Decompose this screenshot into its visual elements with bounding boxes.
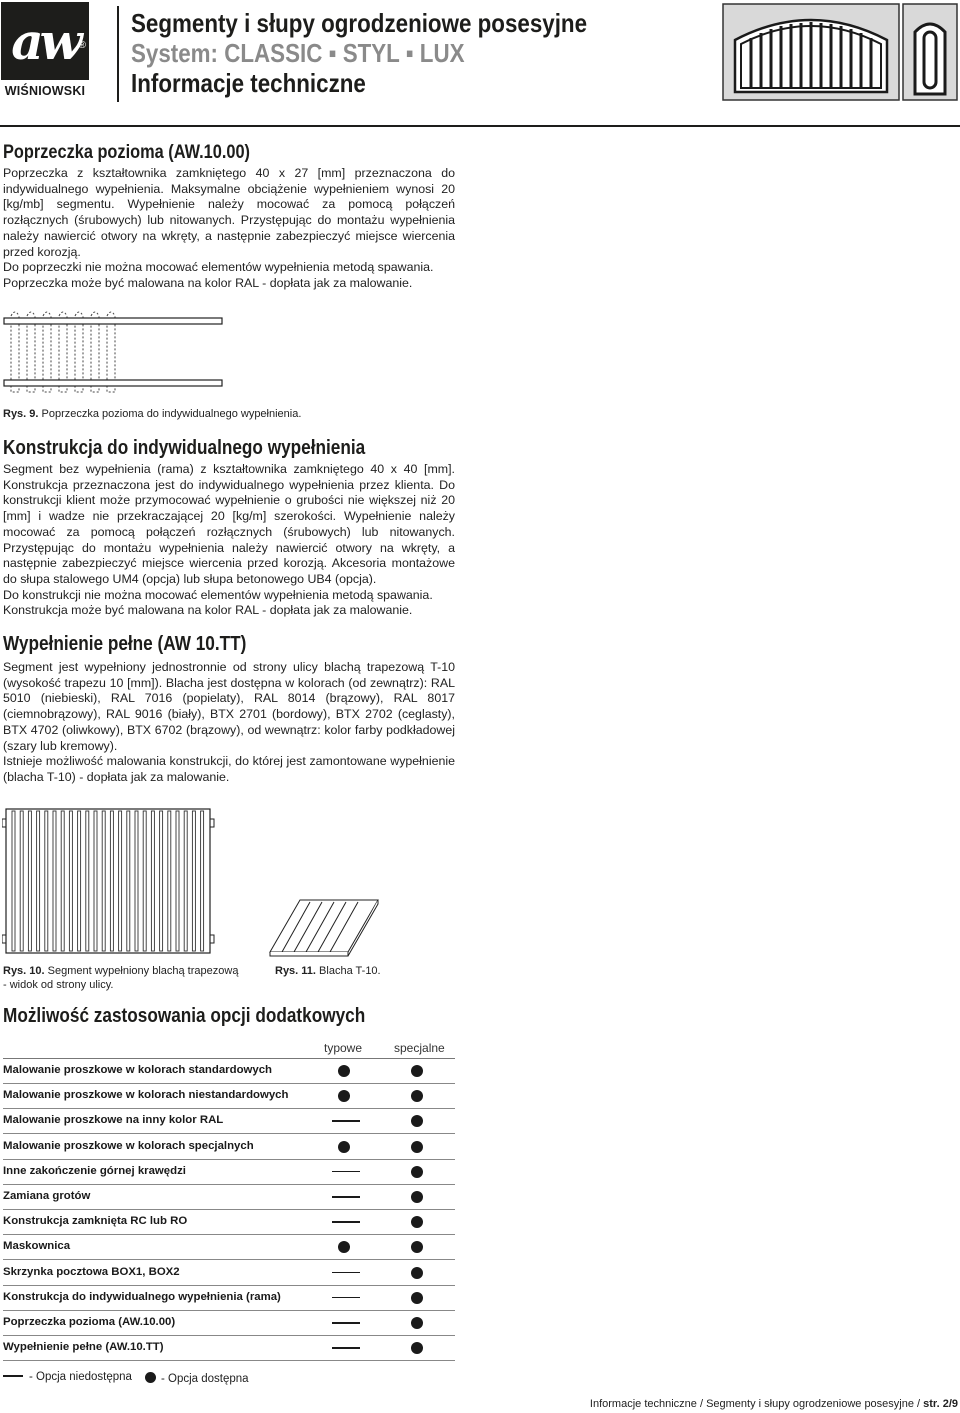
sheet-rib bbox=[201, 811, 204, 951]
available-dot-icon bbox=[411, 1191, 423, 1203]
available-dot-icon bbox=[411, 1241, 423, 1253]
sheet-rib bbox=[37, 811, 40, 951]
dot-icon bbox=[145, 1372, 156, 1383]
available-dot-icon bbox=[411, 1065, 423, 1077]
table-row bbox=[3, 1135, 455, 1160]
logo-mark bbox=[1, 2, 89, 80]
sheet-rib bbox=[102, 811, 105, 951]
available-dot-icon bbox=[411, 1317, 423, 1329]
table-row bbox=[3, 1059, 455, 1084]
unavailable-dash-icon bbox=[332, 1221, 360, 1223]
logo-aw-text: aw bbox=[11, 12, 79, 71]
paragraph: Do konstrukcji nie można mocować elementów wypełnienia metodą spawania. bbox=[3, 587, 433, 602]
legend-available bbox=[145, 1371, 249, 1385]
legend-unavailable-text: - Opcja niedostępna bbox=[29, 1371, 132, 1383]
sheet-rib bbox=[61, 811, 64, 951]
sheet-rib bbox=[53, 811, 56, 951]
paragraph: Poprzeczka może być malowana na kolor RAL - dopłata jak za malowanie. bbox=[3, 275, 413, 290]
figure-caption-11 bbox=[275, 965, 381, 979]
bottom-crossbar bbox=[4, 380, 222, 386]
page-title: Segmenty i słupy ogrodzeniowe posesyjne bbox=[131, 8, 588, 38]
unavailable-dash-icon bbox=[332, 1120, 360, 1122]
page-number: str. 2/9 bbox=[923, 1398, 958, 1410]
table-row bbox=[3, 1286, 455, 1311]
paragraph: Do poprzeczki nie można mocować elementów wypełnienia metodą spawania. bbox=[3, 260, 434, 275]
column-header-specjalne: specjalne bbox=[394, 1041, 445, 1055]
fence-post-icon bbox=[903, 4, 957, 100]
option-label: Maskownica bbox=[3, 1240, 71, 1253]
option-label: Wypełnienie pełne (AW.10.TT) bbox=[3, 1341, 164, 1354]
figure-label: Rys. 9. bbox=[3, 408, 39, 420]
option-label: Konstrukcja zamknięta RC lub RO bbox=[3, 1215, 188, 1228]
sheet-rib bbox=[143, 811, 146, 951]
available-dot-icon bbox=[411, 1342, 423, 1354]
t10-sheet-drawing bbox=[268, 896, 380, 958]
sheet-rib bbox=[176, 811, 179, 951]
sheet-rib bbox=[127, 811, 130, 951]
figure-description: Segment wypełniony blachą trapezową bbox=[47, 965, 239, 977]
legend-unavailable bbox=[3, 1371, 132, 1383]
sheet-rib bbox=[20, 811, 23, 951]
trapezoidal-sheet-ribs bbox=[12, 811, 204, 951]
sheet-rib bbox=[69, 811, 72, 951]
unavailable-dash-icon bbox=[332, 1171, 360, 1173]
paragraph: Segment jest wypełniony jednostronnie od strony ulicy blachą trapezową T-10 (wysokość trapezu 10 [mm]). Blacha jest dostępna w kolorach (od zewnątrz): RAL 5010 (niebieski), RAL 7016 (popielaty), RAL 8014 (brązowy), RAL 8017 (ciemnobrązowy), RAL 9016 (biały), BTX 2701 (bordowy), BTX 2702 (ceglasty), BTX 4702 (oliwkowy), BTX 6702 (brązowy), od wewnątrz: kolor farby podkładowej (szary lub kremowy). bbox=[3, 660, 455, 753]
section-heading-poprzeczka: Poprzeczka pozioma (AW.10.00) bbox=[3, 142, 250, 163]
unavailable-dash-icon bbox=[332, 1347, 360, 1349]
header-divider bbox=[117, 6, 119, 102]
unavailable-dash-icon bbox=[332, 1272, 360, 1274]
system-subtitle: System: CLASSIC ▪ STYL ▪ LUX bbox=[131, 38, 465, 68]
option-label: Poprzeczka pozioma (AW.10.00) bbox=[3, 1316, 176, 1328]
arched-fence-icon bbox=[723, 4, 899, 100]
sheet-rib bbox=[110, 811, 113, 951]
available-dot-icon bbox=[411, 1141, 423, 1153]
sheet-rib bbox=[119, 811, 122, 951]
sheet-rib bbox=[45, 811, 48, 951]
section-text-poprzeczka bbox=[3, 166, 455, 292]
section-text-konstrukcja bbox=[3, 462, 455, 619]
option-label: Zamiana grotów bbox=[3, 1190, 91, 1202]
option-label: Malowanie proszkowe na inny kolor RAL bbox=[3, 1114, 224, 1127]
table-row bbox=[3, 1185, 455, 1210]
trapezoidal-segment-drawing bbox=[2, 805, 216, 957]
paragraph: Konstrukcja może być malowana na kolor RAL - dopłata jak za malowanie. bbox=[3, 603, 413, 618]
column-header-typowe: typowe bbox=[324, 1041, 363, 1055]
sheet-rib bbox=[86, 811, 89, 951]
sheet-rib bbox=[94, 811, 97, 951]
figure-caption-9 bbox=[3, 408, 301, 422]
available-dot-icon bbox=[338, 1241, 350, 1253]
section-text-wypelnienie bbox=[3, 660, 455, 786]
table-row bbox=[3, 1210, 455, 1235]
available-dot-icon bbox=[411, 1115, 423, 1127]
option-label: Malowanie proszkowe w kolorach specjalnych bbox=[3, 1139, 254, 1152]
section-heading-opcje: Możliwość zastosowania opcji dodatkowych bbox=[3, 1005, 366, 1027]
header-icons bbox=[717, 2, 960, 102]
option-label: Malowanie proszkowe w kolorach niestandardowych bbox=[3, 1089, 289, 1102]
unavailable-dash-icon bbox=[332, 1322, 360, 1324]
figure-label: Rys. 11. bbox=[275, 965, 316, 977]
sheet-rib bbox=[78, 811, 81, 951]
logo-company-name: WIŚNIOWSKI bbox=[4, 84, 86, 98]
figure-description: Blacha T-10. bbox=[319, 965, 381, 977]
table-row bbox=[3, 1084, 455, 1109]
page-footer bbox=[590, 1398, 958, 1410]
table-row bbox=[3, 1336, 455, 1361]
unavailable-dash-icon bbox=[332, 1196, 360, 1198]
footer-text: Informacje techniczne / Segmenty i słupy ogrodzeniowe posesyjne / bbox=[589, 1398, 924, 1410]
crossbar-drawing bbox=[2, 306, 224, 400]
available-dot-icon bbox=[411, 1090, 423, 1102]
registered-icon: ® bbox=[78, 40, 86, 51]
option-label: Konstrukcja do indywidualnego wypełnienia (rama) bbox=[3, 1290, 281, 1303]
table-row bbox=[3, 1311, 455, 1336]
sheet-rib bbox=[135, 811, 138, 951]
table-row bbox=[3, 1235, 455, 1260]
figure-caption-10 bbox=[3, 965, 238, 992]
company-logo bbox=[1, 2, 89, 102]
figure-description-line2: - widok od strony ulicy. bbox=[3, 978, 114, 991]
option-label: Skrzynka pocztowa BOX1, BOX2 bbox=[3, 1265, 180, 1278]
sheet-rib bbox=[12, 811, 15, 951]
sheet-rib bbox=[184, 811, 187, 951]
paragraph: Poprzeczka z kształtownika zamkniętego 40 x 27 [mm] przeznaczona do indywidualnego wypełnienia. Maksymalne obciążenie wypełnieniem wynosi 20 [kg/mb] segmentu. Wypełnienie należy mocować za pomocą połączeń rozłącznych (śrubowych) lub nitowanych. Przystępując do montażu wypełnienia należy nawiercić otwory na wkręty, a następnie zabezpieczyć miejsce wiercenia przed korozją. bbox=[3, 166, 455, 259]
section-heading-konstrukcja: Konstrukcja do indywidualnego wypełnienia bbox=[3, 437, 366, 459]
dash-icon bbox=[3, 1375, 23, 1377]
available-dot-icon bbox=[411, 1166, 423, 1178]
legend-available-text: - Opcja dostępna bbox=[161, 1373, 249, 1385]
header-rule bbox=[0, 125, 960, 127]
available-dot-icon bbox=[411, 1292, 423, 1304]
available-dot-icon bbox=[338, 1141, 350, 1153]
table-row bbox=[3, 1261, 455, 1286]
available-dot-icon bbox=[411, 1267, 423, 1279]
paragraph: Istnieje możliwość malowania konstrukcji, do której jest zamontowane wypełnienie (blacha T-10) - dopłata jak za malowanie. bbox=[3, 754, 455, 784]
table-row bbox=[3, 1160, 455, 1185]
sheet-rib bbox=[151, 811, 154, 951]
available-dot-icon bbox=[338, 1065, 350, 1077]
option-label: Inne zakończenie górnej krawędzi bbox=[3, 1164, 186, 1177]
paragraph: Segment bez wypełnienia (rama) z kształtownika zamkniętego 40 x 40 [mm]. Konstrukcja przeznaczona jest do indywidualnego wypełnienia przez klienta. Do konstrukcji klient może przymocować wypełnienie o grubości nie większej niż 20 [mm] i wadze nie przekraczającej 20 [kg/m] szerokości. Wypełnienie należy mocować za pomocą połączeń rozłącznych (śrubowych) lub nitowanych. Przystępując do montażu wypełnienia należy nawiercić otwory na wkręty, a następnie zabezpieczyć miejsce wiercenia przed korozją. Akcesoria montażowe do słupa stalowego UM4 (opcja) lub słupa betonowego UB4 (opcja). bbox=[3, 462, 455, 586]
figure-description: Poprzeczka pozioma do indywidualnego wypełnienia. bbox=[41, 408, 302, 420]
available-dot-icon bbox=[338, 1090, 350, 1102]
sheet-rib bbox=[160, 811, 163, 951]
sheet-rib bbox=[192, 811, 195, 951]
sheet-rib bbox=[168, 811, 171, 951]
available-dot-icon bbox=[411, 1216, 423, 1228]
table-row bbox=[3, 1109, 455, 1134]
option-label: Malowanie proszkowe w kolorach standardowych bbox=[3, 1064, 273, 1076]
section-heading-wypelnienie: Wypełnienie pełne (AW 10.TT) bbox=[3, 633, 247, 655]
figure-label: Rys. 10. bbox=[3, 965, 45, 977]
unavailable-dash-icon bbox=[332, 1297, 360, 1299]
sheet-rib bbox=[28, 811, 31, 951]
top-crossbar bbox=[4, 318, 222, 324]
section-subtitle: Informacje techniczne bbox=[131, 68, 366, 98]
